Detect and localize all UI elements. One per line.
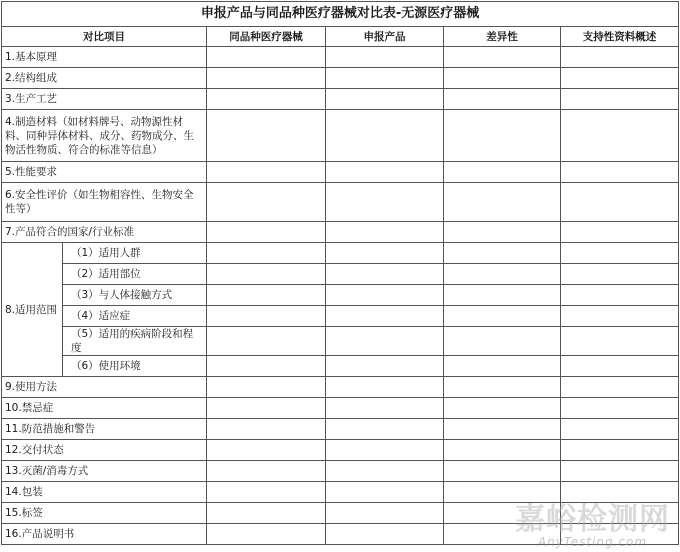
row-label: 5.性能要求 — [2, 162, 207, 183]
row-label-scope: 8.适用范围 — [2, 243, 63, 377]
row-label: 16.产品说明书 — [2, 524, 207, 545]
table-cell[interactable] — [561, 398, 679, 419]
table-cell[interactable] — [561, 264, 679, 285]
table-cell[interactable] — [444, 110, 561, 162]
header-comparison-item: 对比项目 — [2, 27, 207, 47]
header-supporting-data: 支持性资料概述 — [561, 27, 679, 47]
table-cell[interactable] — [207, 285, 326, 306]
table-cell[interactable] — [326, 110, 444, 162]
table-cell[interactable] — [444, 68, 561, 89]
table-cell[interactable] — [326, 183, 444, 222]
sub-row-label: （6）使用环境 — [63, 356, 207, 377]
table-cell[interactable] — [207, 398, 326, 419]
table-cell[interactable] — [561, 419, 679, 440]
row-label: 12.交付状态 — [2, 440, 207, 461]
table-cell[interactable] — [207, 222, 326, 243]
table-cell[interactable] — [561, 47, 679, 68]
table-cell[interactable] — [444, 377, 561, 398]
table-cell[interactable] — [326, 68, 444, 89]
table-cell[interactable] — [561, 356, 679, 377]
table-cell[interactable] — [444, 419, 561, 440]
table-cell[interactable] — [444, 306, 561, 327]
row-label: 3.生产工艺 — [2, 89, 207, 110]
table-cell[interactable] — [207, 264, 326, 285]
sub-row-label: （1）适用人群 — [63, 243, 207, 264]
table-cell[interactable] — [326, 89, 444, 110]
row-label: 9.使用方法 — [2, 377, 207, 398]
table-cell[interactable] — [561, 89, 679, 110]
table-cell[interactable] — [207, 47, 326, 68]
table-cell[interactable] — [561, 306, 679, 327]
table-cell[interactable] — [561, 243, 679, 264]
table-cell[interactable] — [326, 222, 444, 243]
table-cell[interactable] — [561, 222, 679, 243]
table-cell[interactable] — [561, 461, 679, 482]
table-cell[interactable] — [326, 440, 444, 461]
row-label: 2.结构组成 — [2, 68, 207, 89]
table-cell[interactable] — [326, 398, 444, 419]
row-label: 1.基本原理 — [2, 47, 207, 68]
table-cell[interactable] — [326, 264, 444, 285]
table-cell[interactable] — [207, 327, 326, 356]
table-cell[interactable] — [444, 264, 561, 285]
table-cell[interactable] — [561, 285, 679, 306]
table-cell[interactable] — [207, 110, 326, 162]
table-cell[interactable] — [207, 162, 326, 183]
table-cell[interactable] — [444, 183, 561, 222]
sub-row-label: （3）与人体接触方式 — [63, 285, 207, 306]
row-label: 11.防范措施和警告 — [2, 419, 207, 440]
header-difference: 差异性 — [444, 27, 561, 47]
table-cell[interactable] — [561, 482, 679, 503]
watermark — [515, 504, 670, 548]
row-label: 10.禁忌症 — [2, 398, 207, 419]
table-title: 申报产品与同品种医疗器械对比表-无源医疗器械 — [2, 2, 679, 27]
row-label: 15.标签 — [2, 503, 207, 524]
table-cell[interactable] — [207, 482, 326, 503]
table-cell[interactable] — [207, 440, 326, 461]
sub-row-label: （4）适应症 — [63, 306, 207, 327]
table-cell[interactable] — [561, 377, 679, 398]
table-cell[interactable] — [444, 327, 561, 356]
table-cell[interactable] — [444, 482, 561, 503]
table-cell[interactable] — [207, 68, 326, 89]
table-cell[interactable] — [561, 327, 679, 356]
table-cell[interactable] — [561, 110, 679, 162]
table-cell[interactable] — [207, 419, 326, 440]
table-cell[interactable] — [444, 243, 561, 264]
table-cell[interactable] — [444, 356, 561, 377]
row-label: 7.产品符合的国家/行业标准 — [2, 222, 207, 243]
table-cell[interactable] — [326, 482, 444, 503]
table-cell[interactable] — [207, 243, 326, 264]
table-cell[interactable] — [207, 461, 326, 482]
table-cell[interactable] — [444, 47, 561, 68]
table-cell[interactable] — [561, 68, 679, 89]
table-cell[interactable] — [326, 285, 444, 306]
table-cell[interactable] — [444, 89, 561, 110]
comparison-table — [1, 1, 679, 545]
table-cell[interactable] — [326, 162, 444, 183]
table-cell[interactable] — [326, 306, 444, 327]
row-label: 4.制造材料（如材料牌号、动物源性材料、同种异体材料、成分、药物成分、生物活性物质、符合的标准等信息） — [2, 110, 207, 162]
table-cell[interactable] — [326, 461, 444, 482]
table-cell[interactable] — [444, 162, 561, 183]
table-cell[interactable] — [207, 377, 326, 398]
table-cell[interactable] — [326, 47, 444, 68]
table-cell[interactable] — [207, 183, 326, 222]
table-cell[interactable] — [207, 524, 326, 545]
table-cell[interactable] — [444, 461, 561, 482]
watermark-cn: 嘉峪检测网 — [515, 502, 670, 537]
row-label: 14.包装 — [2, 482, 207, 503]
table-cell[interactable] — [207, 503, 326, 524]
sub-row-label: （5）适用的疾病阶段和程度 — [63, 327, 207, 356]
table-cell[interactable] — [326, 356, 444, 377]
table-cell[interactable] — [326, 503, 444, 524]
table-cell[interactable] — [326, 419, 444, 440]
header-applied-product: 申报产品 — [326, 27, 444, 47]
table-cell[interactable] — [444, 222, 561, 243]
table-cell[interactable] — [561, 162, 679, 183]
table-cell[interactable] — [207, 306, 326, 327]
sub-row-label: （2）适用部位 — [63, 264, 207, 285]
table-cell[interactable] — [207, 356, 326, 377]
table-cell[interactable] — [561, 183, 679, 222]
table-cell[interactable] — [444, 285, 561, 306]
table-cell[interactable] — [326, 243, 444, 264]
table-cell[interactable] — [561, 440, 679, 461]
table-cell[interactable] — [207, 89, 326, 110]
table-cell[interactable] — [444, 398, 561, 419]
table-cell[interactable] — [326, 524, 444, 545]
table-cell[interactable] — [326, 327, 444, 356]
header-predicate-device: 同品种医疗器械 — [207, 27, 326, 47]
table-cell[interactable] — [444, 440, 561, 461]
row-label: 6.安全性评价（如生物相容性、生物安全性等） — [2, 183, 207, 222]
watermark-en: AnyTesting.com — [537, 535, 648, 549]
row-label: 13.灭菌/消毒方式 — [2, 461, 207, 482]
table-cell[interactable] — [326, 377, 444, 398]
